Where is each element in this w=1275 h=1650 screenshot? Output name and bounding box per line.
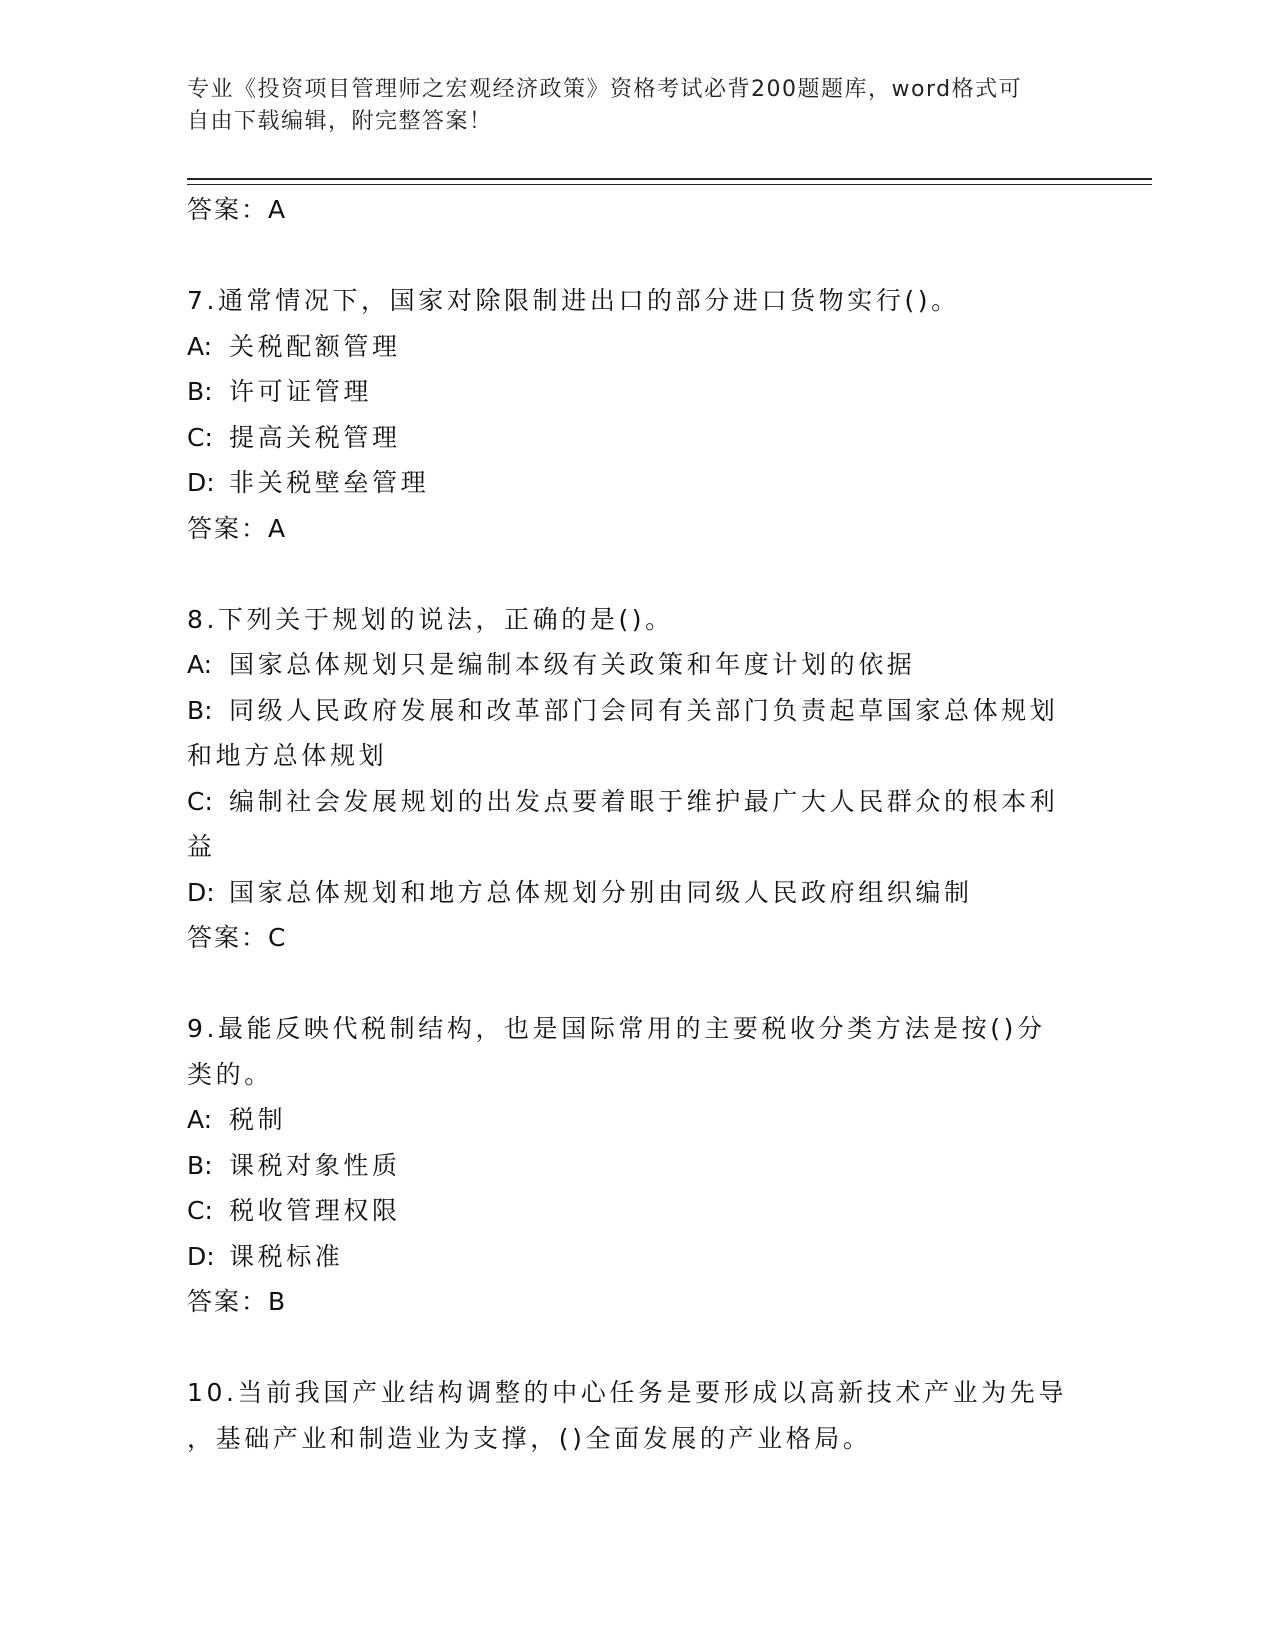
question-9 (187, 1006, 1087, 1325)
option-c (187, 1188, 1087, 1234)
option-key: D: (187, 877, 215, 907)
document-header (187, 74, 1067, 138)
option-text: 同级人民政府发展和改革部门会同有关部门负责起草国家总体规划 (229, 695, 1059, 725)
answer-label: 答案：C (187, 923, 288, 952)
option-a (187, 324, 1087, 370)
question-stem: 9.最能反映代税制结构，也是国际常用的主要税收分类方法是按()分 (187, 1014, 1046, 1043)
answer-label: 答案：B (187, 1287, 288, 1316)
question-stem: 8.下列关于规划的说法，正确的是()。 (187, 604, 674, 634)
option-text: 国家总体规划只是编制本级有关政策和年度计划的依据 (229, 650, 916, 679)
question-stem-continued: ，基础产业和制造业为支撑，()全面发展的产业格局。 (187, 1423, 872, 1453)
question-10 (187, 1370, 1087, 1461)
option-b (187, 1143, 1087, 1189)
option-text: 课税标准 (229, 1241, 344, 1271)
option-key: B: (187, 377, 213, 406)
header-divider-thin (187, 184, 1152, 185)
spacer (187, 1325, 1087, 1371)
question-stem: 7.通常情况下，国家对除限制进出口的部分进口货物实行()。 (187, 286, 960, 315)
option-d (187, 1234, 1087, 1280)
option-text: 国家总体规划和地方总体规划分别由同级人民政府组织编制 (229, 877, 973, 907)
option-text: 税制 (229, 1105, 287, 1134)
option-key: A: (187, 1105, 213, 1134)
option-text: 关税配额管理 (229, 331, 401, 361)
option-c (187, 415, 1087, 461)
option-key: A: (187, 650, 213, 679)
option-text: 编制社会发展规划的出发点要着眼于维护最广大人民群众的根本利 (229, 786, 1059, 816)
option-key: B: (187, 1150, 213, 1180)
spacer (187, 551, 1087, 597)
question-list (187, 187, 1087, 1461)
previous-answer: 答案：A (187, 195, 288, 224)
question-8 (187, 597, 1087, 961)
option-key: C: (187, 422, 213, 452)
header-divider-thick (187, 178, 1152, 180)
option-key: B: (187, 695, 213, 725)
question-stem-continued: 类的。 (187, 1059, 273, 1089)
spacer (187, 961, 1087, 1007)
option-key: C: (187, 1196, 213, 1225)
option-key: C: (187, 786, 213, 816)
option-a (187, 642, 1087, 688)
question-7 (187, 278, 1087, 551)
option-text: 课税对象性质 (229, 1150, 401, 1180)
option-b (187, 369, 1087, 415)
option-text: 税收管理权限 (229, 1196, 401, 1225)
option-a (187, 1097, 1087, 1143)
answer-label: 答案：A (187, 513, 288, 543)
header-line-2: 自由下载编辑，附完整答案！ (187, 109, 493, 134)
option-text: 许可证管理 (229, 377, 373, 406)
option-c-continued: 益 (187, 832, 216, 861)
option-text: 非关税壁垒管理 (229, 468, 430, 497)
header-line-1: 专业《投资项目管理师之宏观经济政策》资格考试必背200题题库，word格式可 (187, 77, 1023, 102)
option-d (187, 870, 1087, 916)
option-b-continued: 和地方总体规划 (187, 741, 388, 770)
option-key: D: (187, 1241, 215, 1271)
option-b (187, 688, 1087, 734)
question-stem: 10.当前我国产业结构调整的中心任务是要形成以高新技术产业为先导 (187, 1378, 1067, 1407)
option-d (187, 460, 1087, 506)
spacer (187, 233, 1087, 279)
option-text: 提高关税管理 (229, 422, 401, 452)
option-c (187, 779, 1087, 825)
option-key: D: (187, 468, 215, 497)
option-key: A: (187, 331, 213, 361)
